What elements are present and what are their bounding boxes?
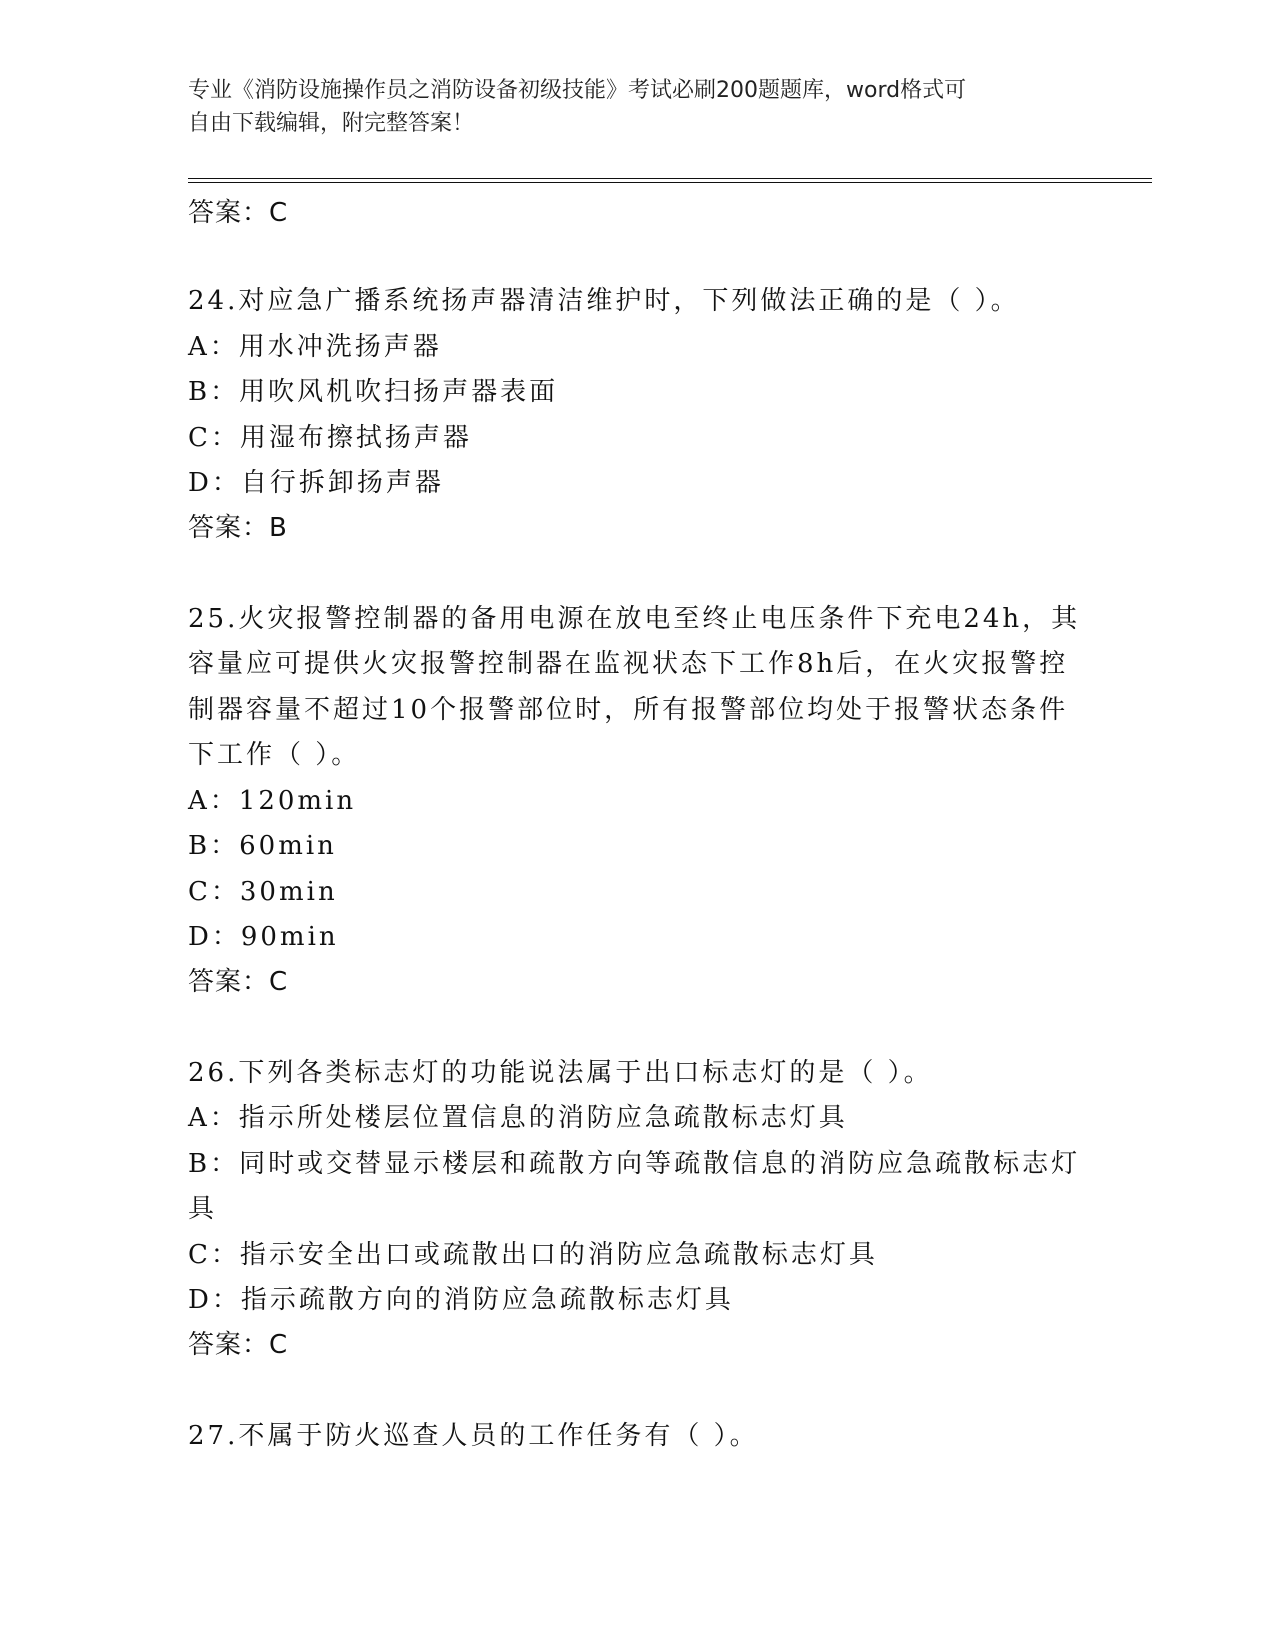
option-c: C：用湿布擦拭扬声器 [188,422,472,453]
option-d: D：指示疏散方向的消防应急疏散标志灯具 [188,1285,734,1315]
question-25 [188,597,1088,1003]
header-line-1: 专业《消防设施操作员之消防设备初级技能》考试必刷200题题库，word格式可 [188,78,967,103]
option-d: D：自行拆卸扬声器 [188,468,444,498]
question-stem: 24.对应急广播系统扬声器清洁维护时，下列做法正确的是（ ）。 [188,286,1020,316]
option-b: B：同时或交替显示楼层和疏散方向等疏散信息的消防应急疏散标志灯具 [188,1148,1081,1224]
option-a: A：指示所处楼层位置信息的消防应急疏散标志灯具 [188,1103,848,1133]
answer-label: 答案：C [188,198,289,228]
question-27 [188,1414,1088,1460]
question-stem: 26.下列各类标志灯的功能说法属于出口标志灯的是（ ）。 [188,1057,933,1088]
option-b: B：用吹风机吹扫扬声器表面 [188,377,559,407]
question-26 [188,1051,1088,1366]
answer-label: 答案：C [188,966,289,997]
header-line-2: 自由下载编辑，附完整答案！ [188,111,475,136]
question-24 [188,279,1088,549]
question-list [188,192,1088,1459]
option-c: C：指示安全出口或疏散出口的消防应急疏散标志灯具 [188,1239,878,1270]
option-a: A：用水冲洗扬声器 [188,331,442,362]
question-stem: 25.火灾报警控制器的备用电源在放电至终止电压条件下充电24h，其容量应可提供火灾报警控制器在监视状态下工作8h后，在火灾报警控制器容量不超过10个报警部位时，所有报警部位均处于报警状态条件下工作（ ）。 [188,603,1081,770]
option-a: A：120min [188,785,357,816]
header-rule-bottom [188,182,1152,183]
question-stem: 27.不属于防火巡查人员的工作任务有（ ）。 [188,1420,759,1451]
answer-label: 答案：B [188,512,288,543]
header-rule-top [188,178,1152,179]
document-header [188,74,1068,140]
option-d: D：90min [188,922,339,952]
option-c: C：30min [188,876,338,907]
answer-label: 答案：C [188,1329,289,1360]
option-b: B：60min [188,831,337,861]
